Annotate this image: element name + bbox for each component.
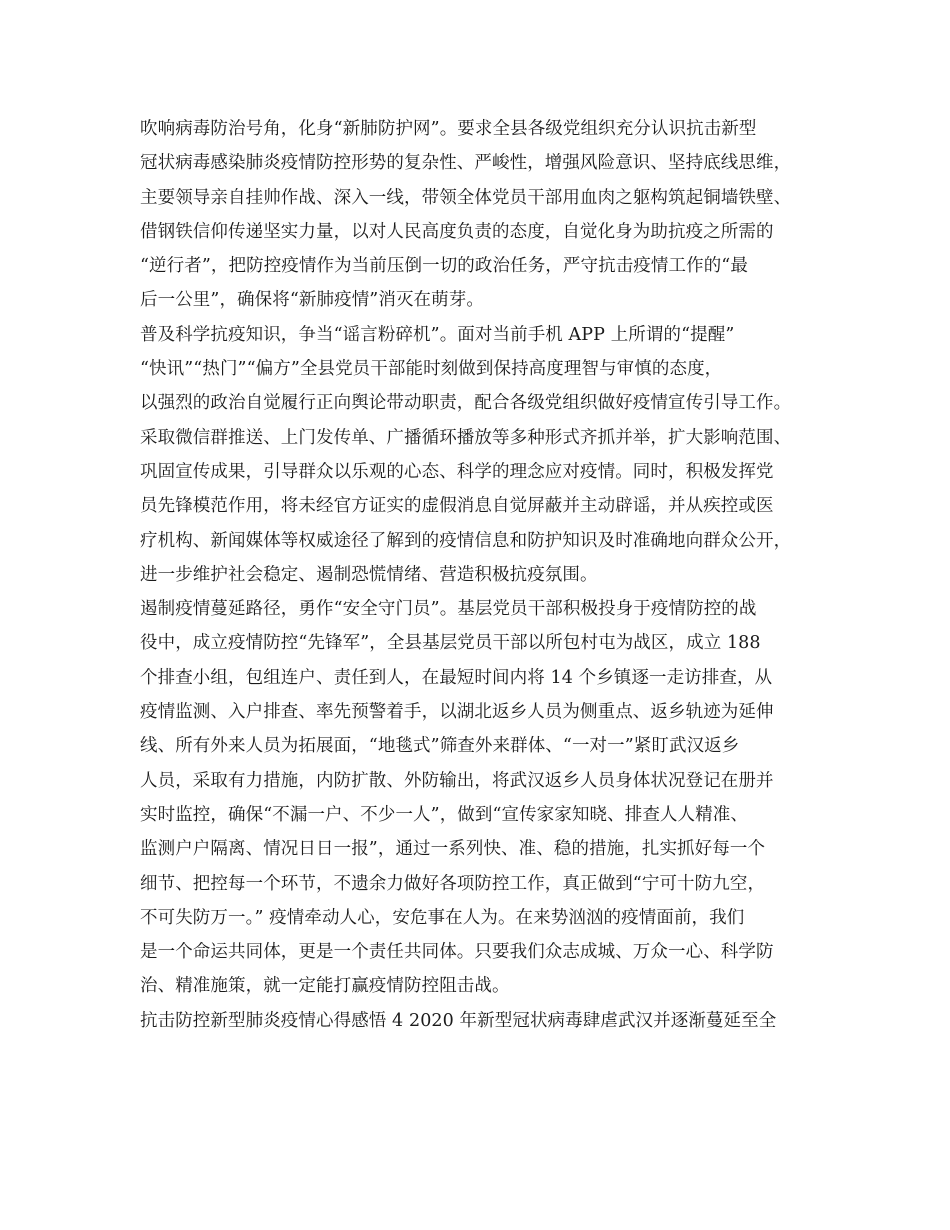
text-line: 员先锋模范作用，将未经官方证实的虚假消息自觉屏蔽并主动辟谣，并从疾控或医 xyxy=(140,496,774,517)
text-line: “快讯”“热门”“偏方”全县党员干部能时刻做到保持高度理智与审慎的态度， xyxy=(140,359,723,380)
text-line: 遏制疫情蔓延路径，勇作“安全守门员”。基层党员干部积极投身于疫情防控的战 xyxy=(140,599,757,620)
text-line: 采取微信群推送、上门发传单、广播循环播放等多种形式齐抓并举，扩大影响范围、 xyxy=(140,427,792,448)
text-line: 线、所有外来人员为拓展面，“地毯式”筛查外来群体、“一对一”紧盯武汉返乡 xyxy=(140,736,740,757)
text-line: “逆行者”，把防控疫情作为当前压倒一切的政治任务，严守抗击疫情工作的“最 xyxy=(140,256,748,277)
text-line: 监测户户隔离、情况日日一报”，通过一系列快、准、稳的措施，扎实抓好每一个 xyxy=(140,839,766,860)
document-body xyxy=(140,112,820,1038)
text-line: 实时监控，确保“不漏一户、不少一人”，做到“宣传家家知晓、排查人人精准、 xyxy=(140,804,748,825)
text-line: 役中，成立疫情防控“先锋军”，全县基层党员干部以所包村屯为战区，成立 188 xyxy=(140,633,761,654)
text-line: 普及科学抗疫知识，争当“谣言粉碎机”。面对当前手机 APP 上所谓的“提醒” xyxy=(140,324,735,345)
paragraph-safety-gatekeeper xyxy=(140,592,820,1004)
text-line: 以强烈的政治自觉履行正向舆论带动职责，配合各级党组织做好疫情宣传引导工作。 xyxy=(140,393,792,414)
paragraph-epidemic-prevention-network xyxy=(140,112,820,318)
text-line: 疫情监测、入户排查、率先预警着手，以湖北返乡人员为侧重点、返乡轨迹为延伸 xyxy=(140,702,774,723)
text-line: 治、精准施策，就一定能打赢疫情防控阻击战。 xyxy=(140,976,510,997)
text-line: 后一公里”，确保将“新肺疫情”消灭在萌芽。 xyxy=(140,290,484,311)
text-line: 个排查小组，包组连户、责任到人，在最短时间内将 14 个乡镇逐一走访排查，从 xyxy=(140,667,773,688)
text-line: 冠状病毒感染肺炎疫情防控形势的复杂性、严峻性，增强风险意识、坚持底线思维， xyxy=(140,153,792,174)
text-line: 不可失防万一。” 疫情牵动人心，安危事在人为。在来势汹汹的疫情面前，我们 xyxy=(140,907,745,928)
paragraph-rumor-crusher xyxy=(140,318,820,592)
text-line: 是一个命运共同体，更是一个责任共同体。只要我们众志成城、万众一心、科学防 xyxy=(140,942,774,963)
text-line: 吹响病毒防治号角，化身“新肺防护网”。要求全县各级党组织充分认识抗击新型 xyxy=(140,119,757,139)
text-line: 疗机构、新闻媒体等权威途径了解到的疫情信息和防护知识及时准确地向群众公开， xyxy=(140,530,792,551)
text-line: 借钢铁信仰传递坚实力量，以对人民高度负责的态度，自觉化身为助抗疫之所需的 xyxy=(140,221,774,242)
text-line: 主要领导亲自挂帅作战、深入一线，带领全体党员干部用血肉之躯构筑起铜墙铁壁、 xyxy=(140,187,792,208)
text-line: 抗击防控新型肺炎疫情心得感悟 4 2020 年新型冠状病毒肆虐武汉并逐渐蔓延至全 xyxy=(140,1010,777,1031)
text-line: 人员，采取有力措施，内防扩散、外防输出，将武汉返乡人员身体状况登记在册并 xyxy=(140,770,774,791)
text-line: 进一步维护社会稳定、遏制恐慌情绪、营造积极抗疫氛围。 xyxy=(140,564,598,585)
text-line: 细节、把控每一个环节，不遗余力做好各项防控工作，真正做到“宁可十防九空， xyxy=(140,873,766,894)
text-line: 巩固宣传成果，引导群众以乐观的心态、科学的理念应对疫情。同时，积极发挥党 xyxy=(140,461,774,482)
paragraph-reflection-4-heading xyxy=(140,1004,820,1038)
